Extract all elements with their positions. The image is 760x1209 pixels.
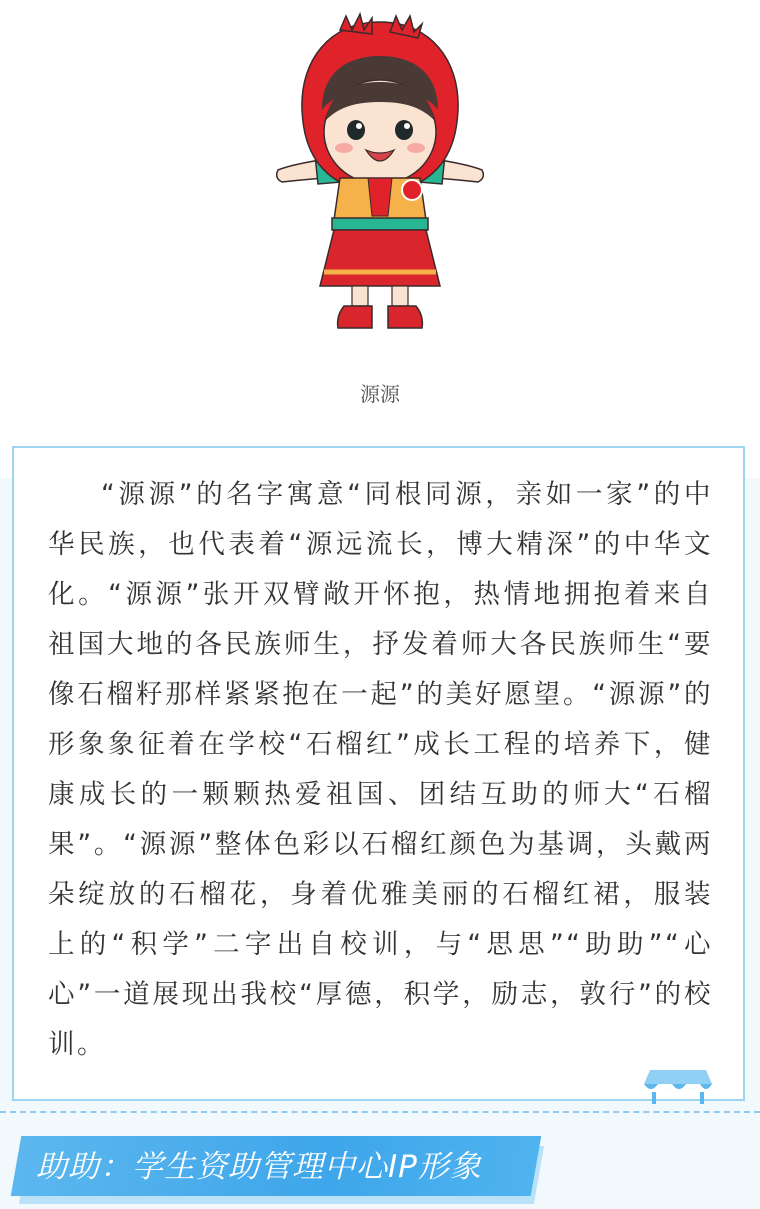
mascot-illustration [260, 10, 500, 340]
section-divider [0, 1111, 760, 1113]
mascot-caption: 源源 [360, 382, 400, 406]
awning-icon [640, 1066, 716, 1106]
mascot-yuanyuan-image [260, 10, 500, 340]
description-card [12, 446, 745, 1101]
description-paragraph: “源源”的名字寓意“同根同源，亲如一家”的中华民族，也代表着“源远流长，博大精深”的中华文化。“源源”张开双臂敞开怀抱，热情地拥抱着来自祖国大地的各民族师生，抒发着师大各民族师生“要像石榴籽那样紧紧抱在一起”的美好愿望。“源源”的形象象征着在学校“石榴红”成长工程的培养下，健康成长的一颗颗热爱祖国、团结互助的师大“石榴果”。“源源”整体色彩以石榴红颜色为基调，头戴两朵绽放的石榴花，身着优雅美丽的石榴红裙，服装上的“积学”二字出自校训，与“思思”“助助”“心心”一道展现出我校“厚德，积学，励志，敦行”的校训。 [48, 479, 713, 1060]
section-title: 助助：学生资助管理中心IP形象 [36, 1149, 482, 1185]
